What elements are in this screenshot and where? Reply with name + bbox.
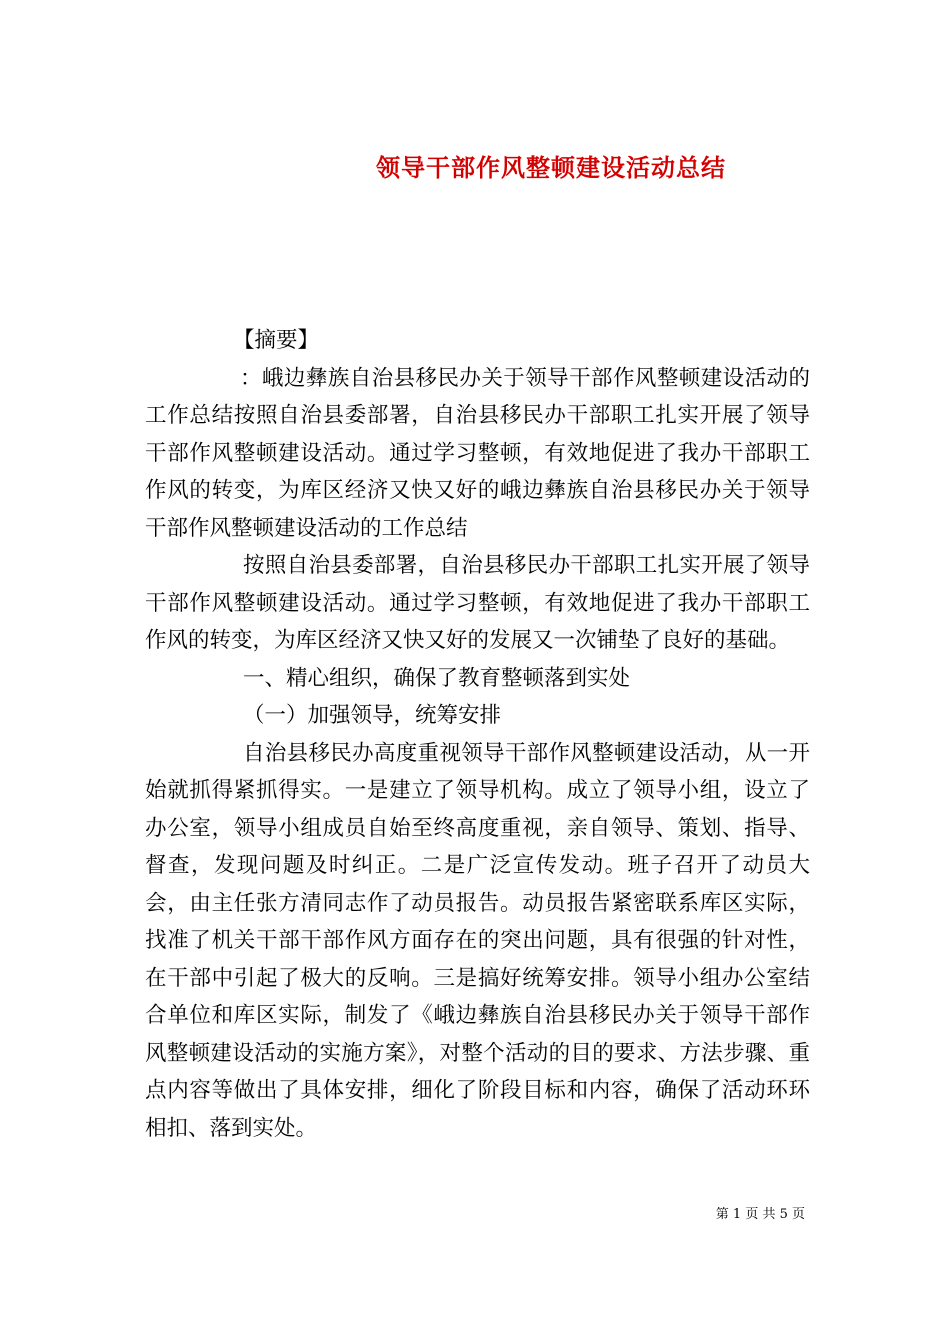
abstract-label: 【摘要】 — [233, 328, 320, 353]
section-heading-1: 一、精心组织，确保了教育整顿落到实处 — [243, 665, 631, 691]
subsection-heading-1: （一）加强领导，统筹安排 — [243, 703, 502, 728]
body-paragraph-2: 自治县移民办高度重视领导干部作风整顿建设活动，从一开始就抓得紧抓得实。一是建立了领导机构。成立了领导小组，设立了办公室，领导小组成员自始至终高度重视，亲自领导、策划、指导、督查，发现问题及时纠正。二是广泛宣传发动。班子召开了动员大会，由主任张方清同志作了动员报告。动员报告紧密联系库区实际，找准了机关干部干部作风方面存在的突出问题，具有很强的针对性，在干部中引起了极大的反响。三是搞好统筹安排。领导小组办公室结合单位和库区实际，制发了《峨边彝族自治县移民办关于领导干部作风整顿建设活动的实施方案》，对整个活动的目的要求、方法步骤、重点内容等做出了具体安排，细化了阶段目标和内容，确保了活动环环相扣、落到实处。 — [145, 740, 810, 1141]
page-title: 领导干部作风整顿建设活动总结 — [376, 153, 726, 183]
page-number-footer: 第 1 页 共 5 页 — [715, 1207, 805, 1222]
body-paragraph-1: 按照自治县委部署，自治县移民办干部职工扎实开展了领导干部作风整顿建设活动。通过学习整顿，有效地促进了我办干部职工作风的转变，为库区经济又快又好的发展又一次铺垫了良好的基础。 — [145, 553, 810, 653]
abstract-text: ：峨边彝族自治县移民办关于领导干部作风整顿建设活动的工作总结按照自治县委部署，自治县移民办干部职工扎实开展了领导干部作风整顿建设活动。通过学习整顿，有效地促进了我办干部职工作风的转变，为库区经济又快又好的峨边彝族自治县移民办关于领导干部作风整顿建设活动的工作总结 — [145, 365, 810, 541]
document-body — [145, 322, 810, 1147]
